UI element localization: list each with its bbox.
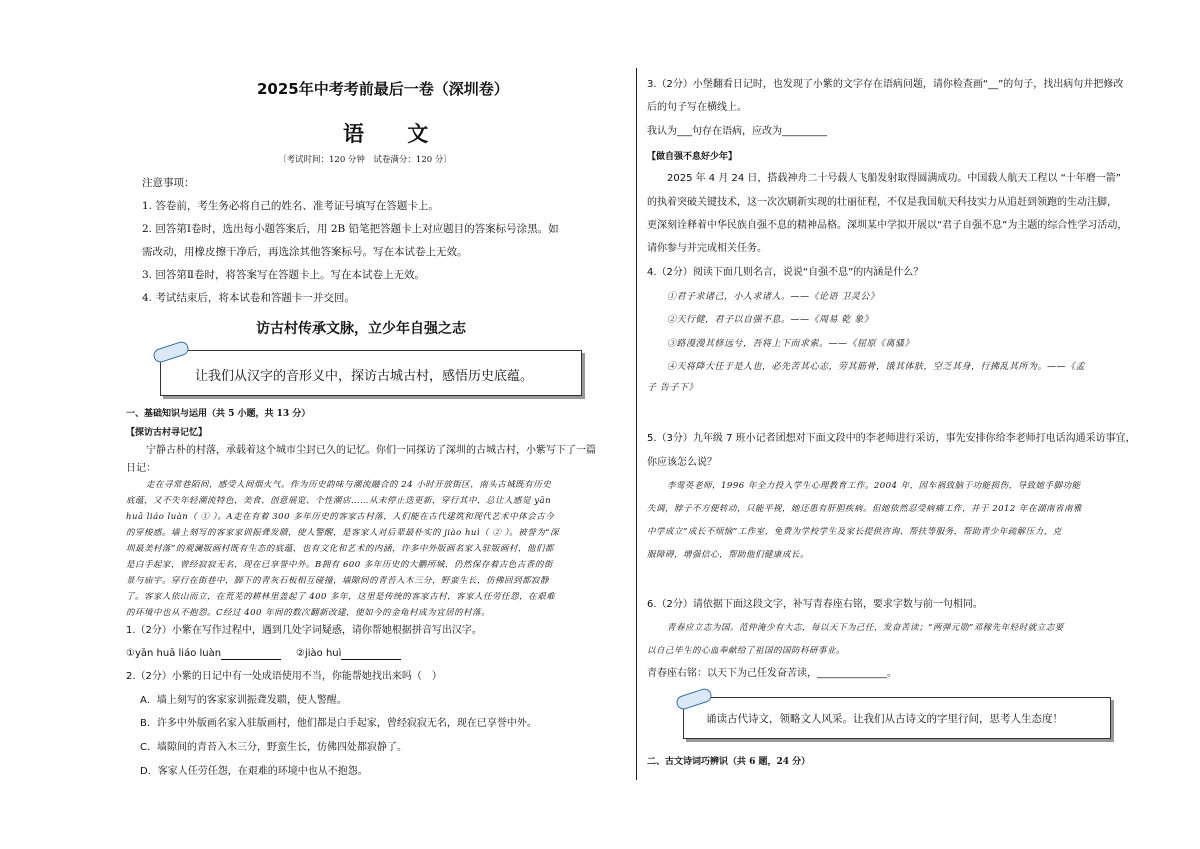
question-2-option[interactable]: D．客家人任劳任怨，在艰难的环境中也从不抱怨。	[140, 766, 368, 777]
self-strength-heading: 【做自强不息好少年】	[647, 152, 738, 162]
question-6-stem: 6.（2分）请依据下面这段文字，补写青春座右铭，要求字数与前一句相同。	[647, 599, 983, 610]
diary-line: 走在寻常巷陌间，感受人间烟火气。作为历史韵味与潮流融合的 24 小时开放街区，南头古城既有历史	[146, 480, 552, 490]
note-item: 需改动，用橡皮擦干净后，再选涂其他答案标号。写在本试卷上无效。	[142, 246, 468, 258]
intro-line: 日记：	[126, 463, 156, 474]
passage-line: 以自己毕生的心血奉献给了祖国的国防科研事业。	[647, 646, 846, 656]
question-6-answer-line[interactable]: 青春座右铭：以天下为己任发奋苦读，______________。	[647, 668, 897, 679]
diary-line: 的环境中也从不抱怨。C经过 400 年间的数次翻新改建，使如今的金龟村成为宜居的村落。	[126, 608, 491, 618]
poetry-banner	[683, 697, 1111, 739]
question-5-stem: 你应该怎么说？	[647, 457, 717, 468]
exam-info: 〔考试时间：120 分钟 试卷满分：120 分〕	[278, 155, 452, 165]
theme-title: 访古村传承文脉，立少年自强之志	[256, 321, 466, 337]
banner-text: 诵读古代诗文，领略文人风采。让我们从古诗文的字里行间，思考人生态度！	[706, 713, 1063, 725]
context-line: 2025 年 4 月 24 日，搭载神舟二十号载人飞船发射取得圆满成功。中国载人航天工程以 “十年磨一箭”	[667, 173, 1121, 184]
intro-line: 宁静古朴的村落，承载着这个城市尘封已久的记忆。你们一同探访了深圳的古城古村，小紫写下了一篇	[146, 445, 596, 456]
context-line: 的执着突破关键技术，这一次次刷新实现的壮丽征程，不仅是我国航天科技实力从追赶到领跑的生动注脚，	[647, 197, 1117, 208]
question-1-stem: 1.（2分）小紫在写作过程中，遇到几处字词疑惑，请你帮她根据拼音写出汉字。	[126, 625, 482, 636]
passage-line: 中学成立“成长不烦恼”工作室，免费为学校学生及家长提供咨询、帮扶等服务，帮助青少年疏解压力，克	[647, 527, 1062, 537]
question-1-blank-2[interactable]	[296, 647, 401, 660]
column-divider	[636, 68, 637, 780]
question-2-option[interactable]: B．许多中外版画名家入驻版画村，他们都是白手起家，曾经寂寂无名，现在已享誉中外。	[140, 718, 537, 729]
question-3-answer-line[interactable]: 我认为___句存在语病，应改为_________	[647, 126, 827, 137]
diary-line: 景与庙宇。穿行在街巷中，脚下的青灰石板相互碰撞，墙隙间的青苔入木三分，野蛮生长，仿佛回到都寂静	[126, 576, 550, 586]
context-line: 更深刻诠释着中华民族自强不息的精神品格。深圳某中学拟开展以“君子自强不息”为主题的综合性学习活动，	[647, 220, 1128, 231]
diary-line: 底蕴，又不失年轻潮流特色，美食、创意展览、个性潮店……从未停止迭更新，穿行其中，总让人感觉 yān	[126, 496, 552, 506]
note-item: 2. 回答第Ⅰ卷时，选出每小题答案后，用 2B 铅笔把答题卡上对应题目的答案标号涂黑。如	[142, 223, 559, 235]
question-3-stem: 后的句子写在横线上。	[647, 102, 747, 113]
quote-line: ②天行健，君子以自强不息。——《周易 乾 象》	[667, 315, 874, 325]
quote-line: ③路漫漫其修远兮，吾将上下而求索。——《屈原《离骚》	[667, 339, 915, 349]
question-2-stem: 2.（2分）小紫的日记中有一处成语使用不当，你能帮她找出来吗（ ）	[126, 671, 442, 682]
note-item: 4. 考试结束后，将本试卷和答题卡一并交回。	[142, 292, 355, 304]
passage-line: 失调，脖子不方便转动，只能平视，她还患有肝胆疾病。但她依然忍受病痛工作，并于 2012 年在湖南省南雅	[647, 504, 1083, 514]
section-one-title: 一、基础知识与运用（共 5 小题，共 13 分）	[126, 409, 311, 419]
diary-line: 圳最美村落”的观澜版画村既有生态的底蕴，也有文化和艺术的内涵，许多中外版画名家入驻版画村，他们都	[126, 544, 554, 554]
question-2-option[interactable]: C．墙隙间的青苔入木三分，野蛮生长，仿佛四处都寂静了。	[140, 742, 407, 753]
quote-line: ①君子求诸己，小人求诸人。——《论语 卫灵公》	[667, 292, 880, 302]
question-2-option[interactable]: A．墙上刻写的客家家训振聋发聩，使人警醒。	[140, 695, 347, 706]
diary-line: 了。客家人依山而立，在荒芜的耕林里盖起了 400 多年，这里是传统的客家古村，客家人任劳任怨，在艰难	[126, 592, 556, 602]
paperclip-icon	[675, 687, 714, 711]
blank-pinyin: ②jiào huì	[296, 648, 342, 659]
banner-text: 让我们从汉字的音形义中，探访古城古村，感悟历史底蕴。	[195, 369, 534, 384]
blank-pinyin: ①yān huā liáo luàn	[126, 648, 222, 659]
section-two-title: 二、古文诗词巧辨识（共 6 题，24 分）	[647, 757, 811, 767]
subject-title: 语 文	[343, 122, 447, 146]
quote-line: 子 告子下》	[647, 383, 698, 393]
question-4-stem: 4.（2分）阅读下面几则名言，说说“自强不息”的内涵是什么？	[647, 267, 924, 278]
question-1-blank-1[interactable]	[126, 647, 281, 660]
note-item: 1. 答卷前，考生务必将自己的姓名、准考证号填写在答题卡上。	[142, 200, 439, 212]
question-5-stem: 5.（3分）九年级 7 班小记者团想对下面文段中的李老师进行采访，事先安排你给李老师打电话沟通采访事宜，	[647, 433, 1136, 444]
note-item: 3. 回答第Ⅱ卷时，将答案写在答题卡上。写在本试卷上无效。	[142, 269, 425, 281]
diary-line: huā liáo luàn（ ① ）。A走在有着 300 多年历史的客家古村落，人们能在古代建筑和现代艺术中体会古今	[126, 512, 555, 522]
diary-line: 的穿梭感。墙上刻写的客家家训振聋发聩，使人警醒，是客家人对后辈最朴实的 jiào huì（ ② ）。被誉为“深	[126, 528, 560, 538]
passage-line: 服障碍，增强信心，帮助他们健康成长。	[647, 550, 810, 560]
notes-heading: 注意事项：	[142, 177, 195, 189]
diary-line: 是白手起家，曾经寂寂无名，现在已享誉中外。B拥有 600 多年历史的大鹏所城，仍然保存着古色古香的街	[126, 560, 553, 570]
theme-banner	[160, 350, 582, 396]
exam-title: 2025年中考考前最后一卷（深圳卷）	[257, 80, 509, 98]
quote-line: ④天将降大任于是人也，必先苦其心志，劳其筋骨，饿其体肤，空乏其身，行拂乱其所为。——《孟	[667, 362, 1086, 372]
passage-line: 青春应立志为国。范仲淹少有大志，每以天下为己任，发奋苦读；“两弹元勋”邓稼先年轻时就立志要	[667, 623, 1064, 633]
question-3-stem: 3.（2分）小堡翻看日记时，也发现了小紫的文字存在语病问题，请你检查画“__”的句子，找出病句并把修改	[647, 79, 1124, 90]
section-sub-heading: 【探访古村寻记忆】	[126, 428, 208, 438]
paperclip-icon	[152, 340, 191, 364]
context-line: 请你参与并完成相关任务。	[647, 243, 767, 254]
passage-line: 李莺英老师，1996 年全力投入学生心理教育工作。2004 年，因车祸致脑干功能损伤，导致她手脚功能	[667, 481, 1081, 491]
